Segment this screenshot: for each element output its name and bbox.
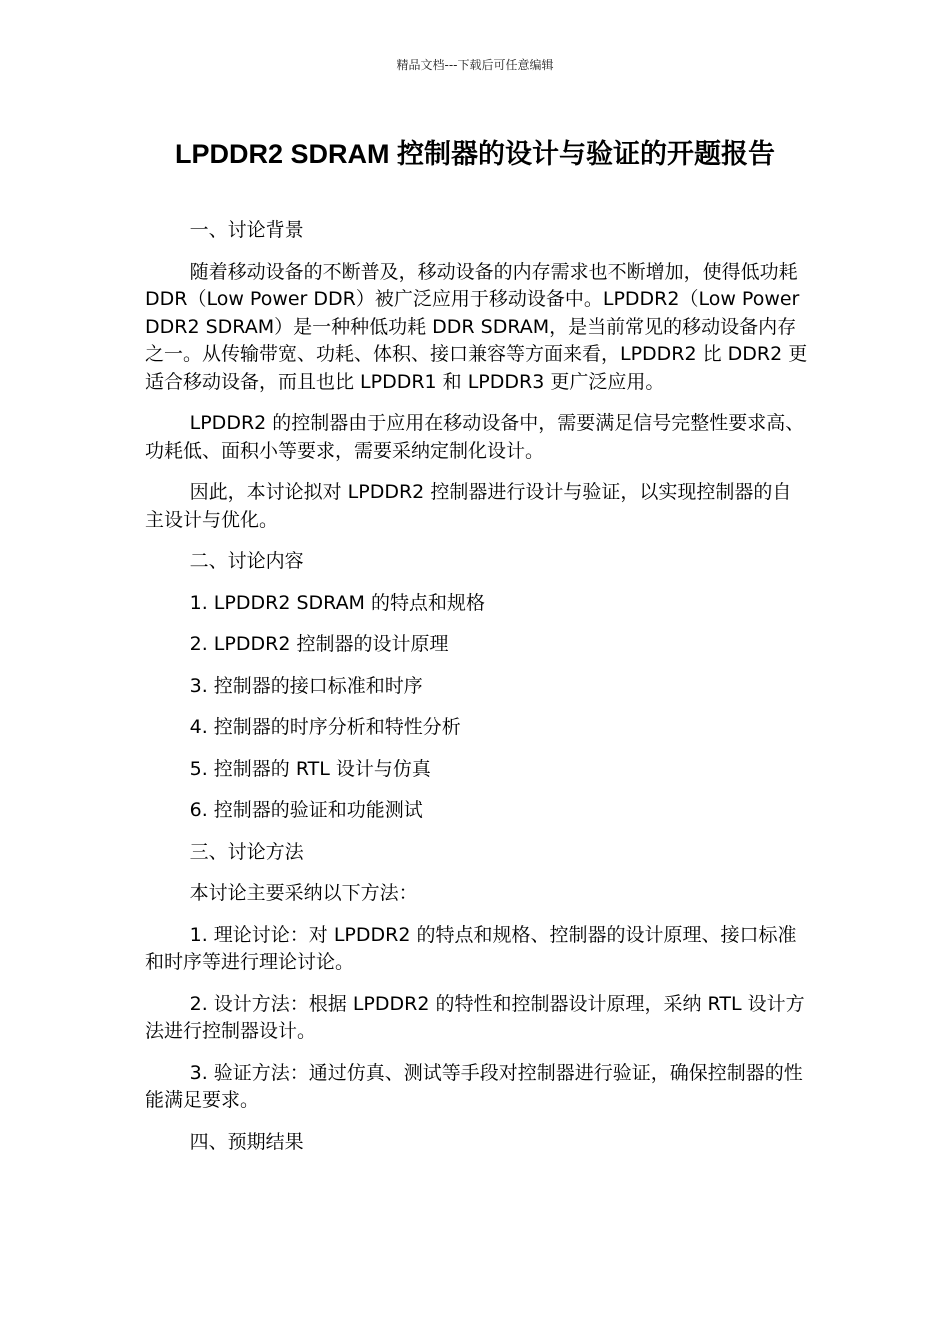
list-item-content-2: 2. LPDDR2 控制器的设计原理 [189,633,449,655]
list-item-content-3: 3. 控制器的接口标准和时序 [189,674,423,697]
list-item-content-1: 1. LPDDR2 SDRAM 的特点和规格 [189,591,485,614]
page-header: 精品文档---下载后可任意编辑 [396,58,554,72]
list-item-method-3: 3. 验证方法：通过仿真、测试等手段对控制器进行验证，确保控制器的性能满足要求。 [145,1061,803,1111]
section-heading-methods: 三、讨论方法 [189,840,304,863]
paragraph-methods-intro: 本讨论主要采纳以下方法： [189,882,418,904]
list-item-method-1: 1. 理论讨论：对 LPDDR2 的特点和规格、控制器的设计原理、接口标准和时序等进行理论讨论。 [145,923,797,973]
document-body [145,217,810,1156]
list-item-content-4: 4. 控制器的时序分析和特性分析 [189,716,461,738]
list-item-method-2: 2. 设计方法：根据 LPDDR2 的特性和控制器设计原理，采纳 RTL 设计方法进行控制器设计。 [145,992,805,1042]
paragraph-controller-requirements: LPDDR2 的控制器由于应用在移动设备中，需要满足信号完整性要求高、功耗低、面积小等要求，需要采纳定制化设计。 [145,412,805,462]
section-heading-background: 一、讨论背景 [189,219,304,241]
paragraph-background-intro: 随着移动设备的不断普及，移动设备的内存需求也不断增加，使得低功耗 DDR（Low Power DDR）被广泛应用于移动设备中。LPDDR2（Low Power DDR2 SDRAM）是一种种低功耗 DDR SDRAM，是当前常见的移动设备内存之一。从传输带宽、功耗、体积、接口兼容等方面来看，LPDDR2 比 DDR2 更适合移动设备，而且也比 LPDDR1 和 LPDDR3 更广泛应用。 [145,260,808,393]
paragraph-research-goal: 因此，本讨论拟对 LPDDR2 控制器进行设计与验证，以实现控制器的自主设计与优化。 [145,481,792,531]
section-heading-expected-results: 四、预期结果 [189,1130,304,1153]
section-heading-content: 二、讨论内容 [189,550,304,572]
list-item-content-5: 5. 控制器的 RTL 设计与仿真 [189,757,431,780]
document-title: LPDDR2 SDRAM 控制器的设计与验证的开题报告 [174,139,775,169]
list-item-content-6: 6. 控制器的验证和功能测试 [189,799,423,821]
